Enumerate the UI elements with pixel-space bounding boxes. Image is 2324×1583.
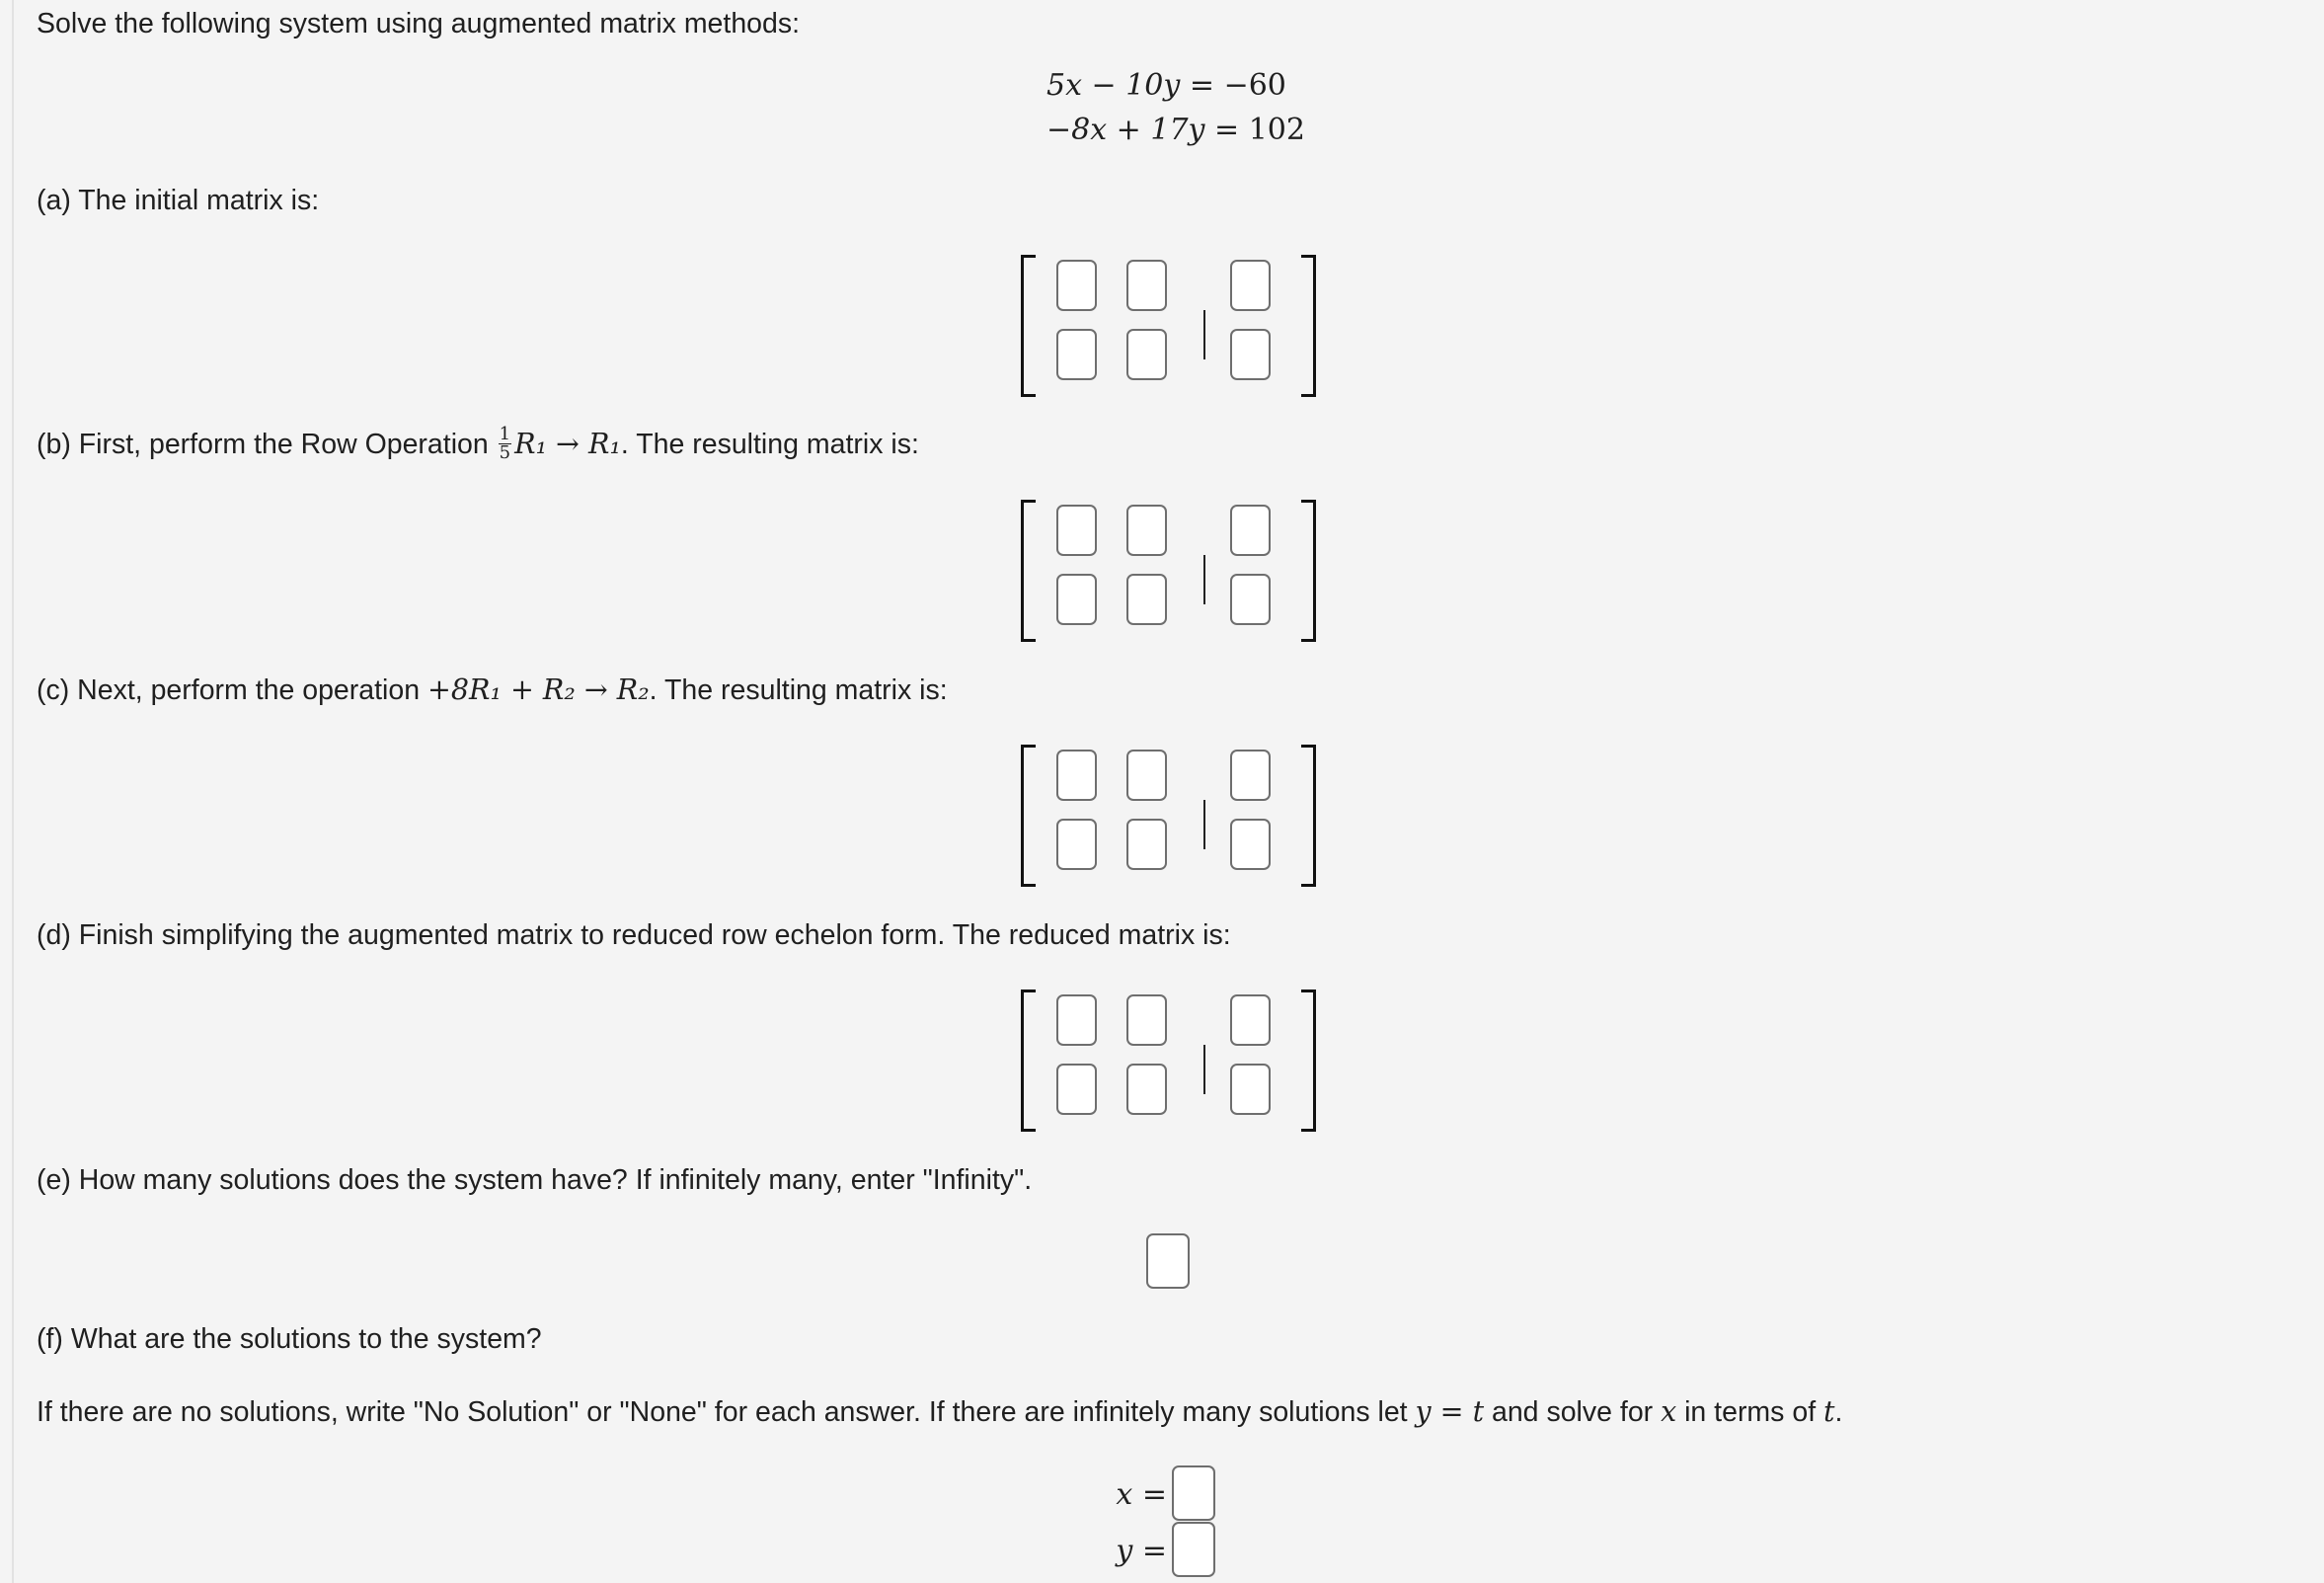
part-e-label: (e) How many solutions does the system have? If infinitely many, enter "Infinity".	[37, 1164, 1033, 1196]
matrix-d-r1c1-input[interactable]	[1056, 994, 1097, 1046]
problem-prompt: Solve the following system using augmented matrix methods:	[37, 8, 801, 40]
left-bracket	[1021, 255, 1036, 397]
part-f-instructions	[37, 1394, 1842, 1430]
matrix-c-r1c2-input[interactable]	[1126, 750, 1167, 801]
eq2-equals: =	[1214, 113, 1240, 147]
matrix-d-r2c2-input[interactable]	[1126, 1064, 1167, 1115]
augment-divider	[1203, 555, 1205, 604]
part-b-operation: R₁ → R₁	[514, 428, 621, 460]
fraction-numerator: 1	[499, 423, 511, 444]
matrix-b-r2c1-input[interactable]	[1056, 574, 1097, 625]
x-equals-label: x =	[1116, 1477, 1167, 1512]
augment-divider	[1203, 310, 1205, 359]
augment-divider	[1203, 800, 1205, 849]
part-b-post: . The resulting matrix is:	[620, 429, 919, 460]
fraction-one-fifth	[499, 423, 511, 463]
matrix-a-r1c1-input[interactable]	[1056, 260, 1097, 311]
instr-mid: and solve for	[1484, 1396, 1662, 1428]
part-c-label	[37, 673, 948, 708]
left-rule	[12, 0, 14, 1583]
part-c-post: . The resulting matrix is:	[649, 674, 948, 706]
matrix-b-r2c3-input[interactable]	[1230, 574, 1271, 625]
matrix-c-r2c3-input[interactable]	[1230, 819, 1271, 870]
y-solution-input[interactable]	[1172, 1522, 1215, 1577]
matrix-c-r1c3-input[interactable]	[1230, 750, 1271, 801]
left-bracket	[1021, 745, 1036, 887]
matrix-c-r2c2-input[interactable]	[1126, 819, 1167, 870]
part-b-label	[37, 423, 919, 464]
part-c-pre: (c) Next, perform the operation	[37, 674, 427, 706]
instr-math-x: x	[1661, 1395, 1677, 1428]
left-bracket	[1021, 500, 1036, 642]
part-a-label: (a) The initial matrix is:	[37, 185, 320, 216]
eq1-rhs: −60	[1223, 68, 1286, 103]
instr-mid2: in terms of	[1676, 1396, 1824, 1428]
matrix-b-r1c3-input[interactable]	[1230, 505, 1271, 556]
fraction-denominator: 5	[499, 441, 511, 463]
equation-2	[1046, 108, 1305, 152]
instr-math-y-equals-t: y = t	[1415, 1395, 1485, 1428]
x-solution-input[interactable]	[1172, 1465, 1215, 1521]
part-b-pre: (b) First, perform the Row Operation	[37, 429, 497, 460]
matrix-c-r1c1-input[interactable]	[1056, 750, 1097, 801]
eq2-lhs: −8x + 17y	[1046, 113, 1205, 147]
part-c-operation: +8R₁ + R₂ → R₂	[427, 673, 650, 706]
instr-post: .	[1834, 1396, 1843, 1428]
matrix-d	[1021, 989, 1317, 1130]
right-bracket	[1301, 500, 1316, 642]
matrix-d-r2c1-input[interactable]	[1056, 1064, 1097, 1115]
matrix-b-r1c2-input[interactable]	[1126, 505, 1167, 556]
eq1-equals: =	[1189, 68, 1215, 103]
right-bracket	[1301, 989, 1316, 1132]
matrix-a-r2c2-input[interactable]	[1126, 329, 1167, 380]
matrix-a	[1021, 255, 1317, 395]
matrix-b-r2c2-input[interactable]	[1126, 574, 1167, 625]
matrix-b-r1c1-input[interactable]	[1056, 505, 1097, 556]
solution-count-input[interactable]	[1146, 1233, 1190, 1289]
matrix-a-r2c3-input[interactable]	[1230, 329, 1271, 380]
matrix-a-r1c3-input[interactable]	[1230, 260, 1271, 311]
y-equals-label: y =	[1116, 1534, 1167, 1568]
matrix-d-r2c3-input[interactable]	[1230, 1064, 1271, 1115]
equation-system	[1046, 63, 1305, 152]
matrix-b	[1021, 500, 1317, 640]
augment-divider	[1203, 1045, 1205, 1094]
matrix-c	[1021, 745, 1317, 885]
matrix-a-r1c2-input[interactable]	[1126, 260, 1167, 311]
right-bracket	[1301, 745, 1316, 887]
instr-pre: If there are no solutions, write "No Solution" or "None" for each answer. If there are infinitely many solutions let	[37, 1396, 1416, 1428]
left-bracket	[1021, 989, 1036, 1132]
right-bracket	[1301, 255, 1316, 397]
matrix-a-r2c1-input[interactable]	[1056, 329, 1097, 380]
equation-1	[1046, 63, 1286, 108]
matrix-c-r2c1-input[interactable]	[1056, 819, 1097, 870]
eq2-rhs: 102	[1248, 113, 1305, 147]
part-d-label: (d) Finish simplifying the augmented matrix to reduced row echelon form. The reduced matrix is:	[37, 919, 1231, 951]
part-f-label: (f) What are the solutions to the system?	[37, 1323, 542, 1355]
matrix-d-r1c3-input[interactable]	[1230, 994, 1271, 1046]
instr-math-t: t	[1823, 1395, 1835, 1428]
eq1-lhs: 5x − 10y	[1046, 68, 1181, 103]
matrix-d-r1c2-input[interactable]	[1126, 994, 1167, 1046]
